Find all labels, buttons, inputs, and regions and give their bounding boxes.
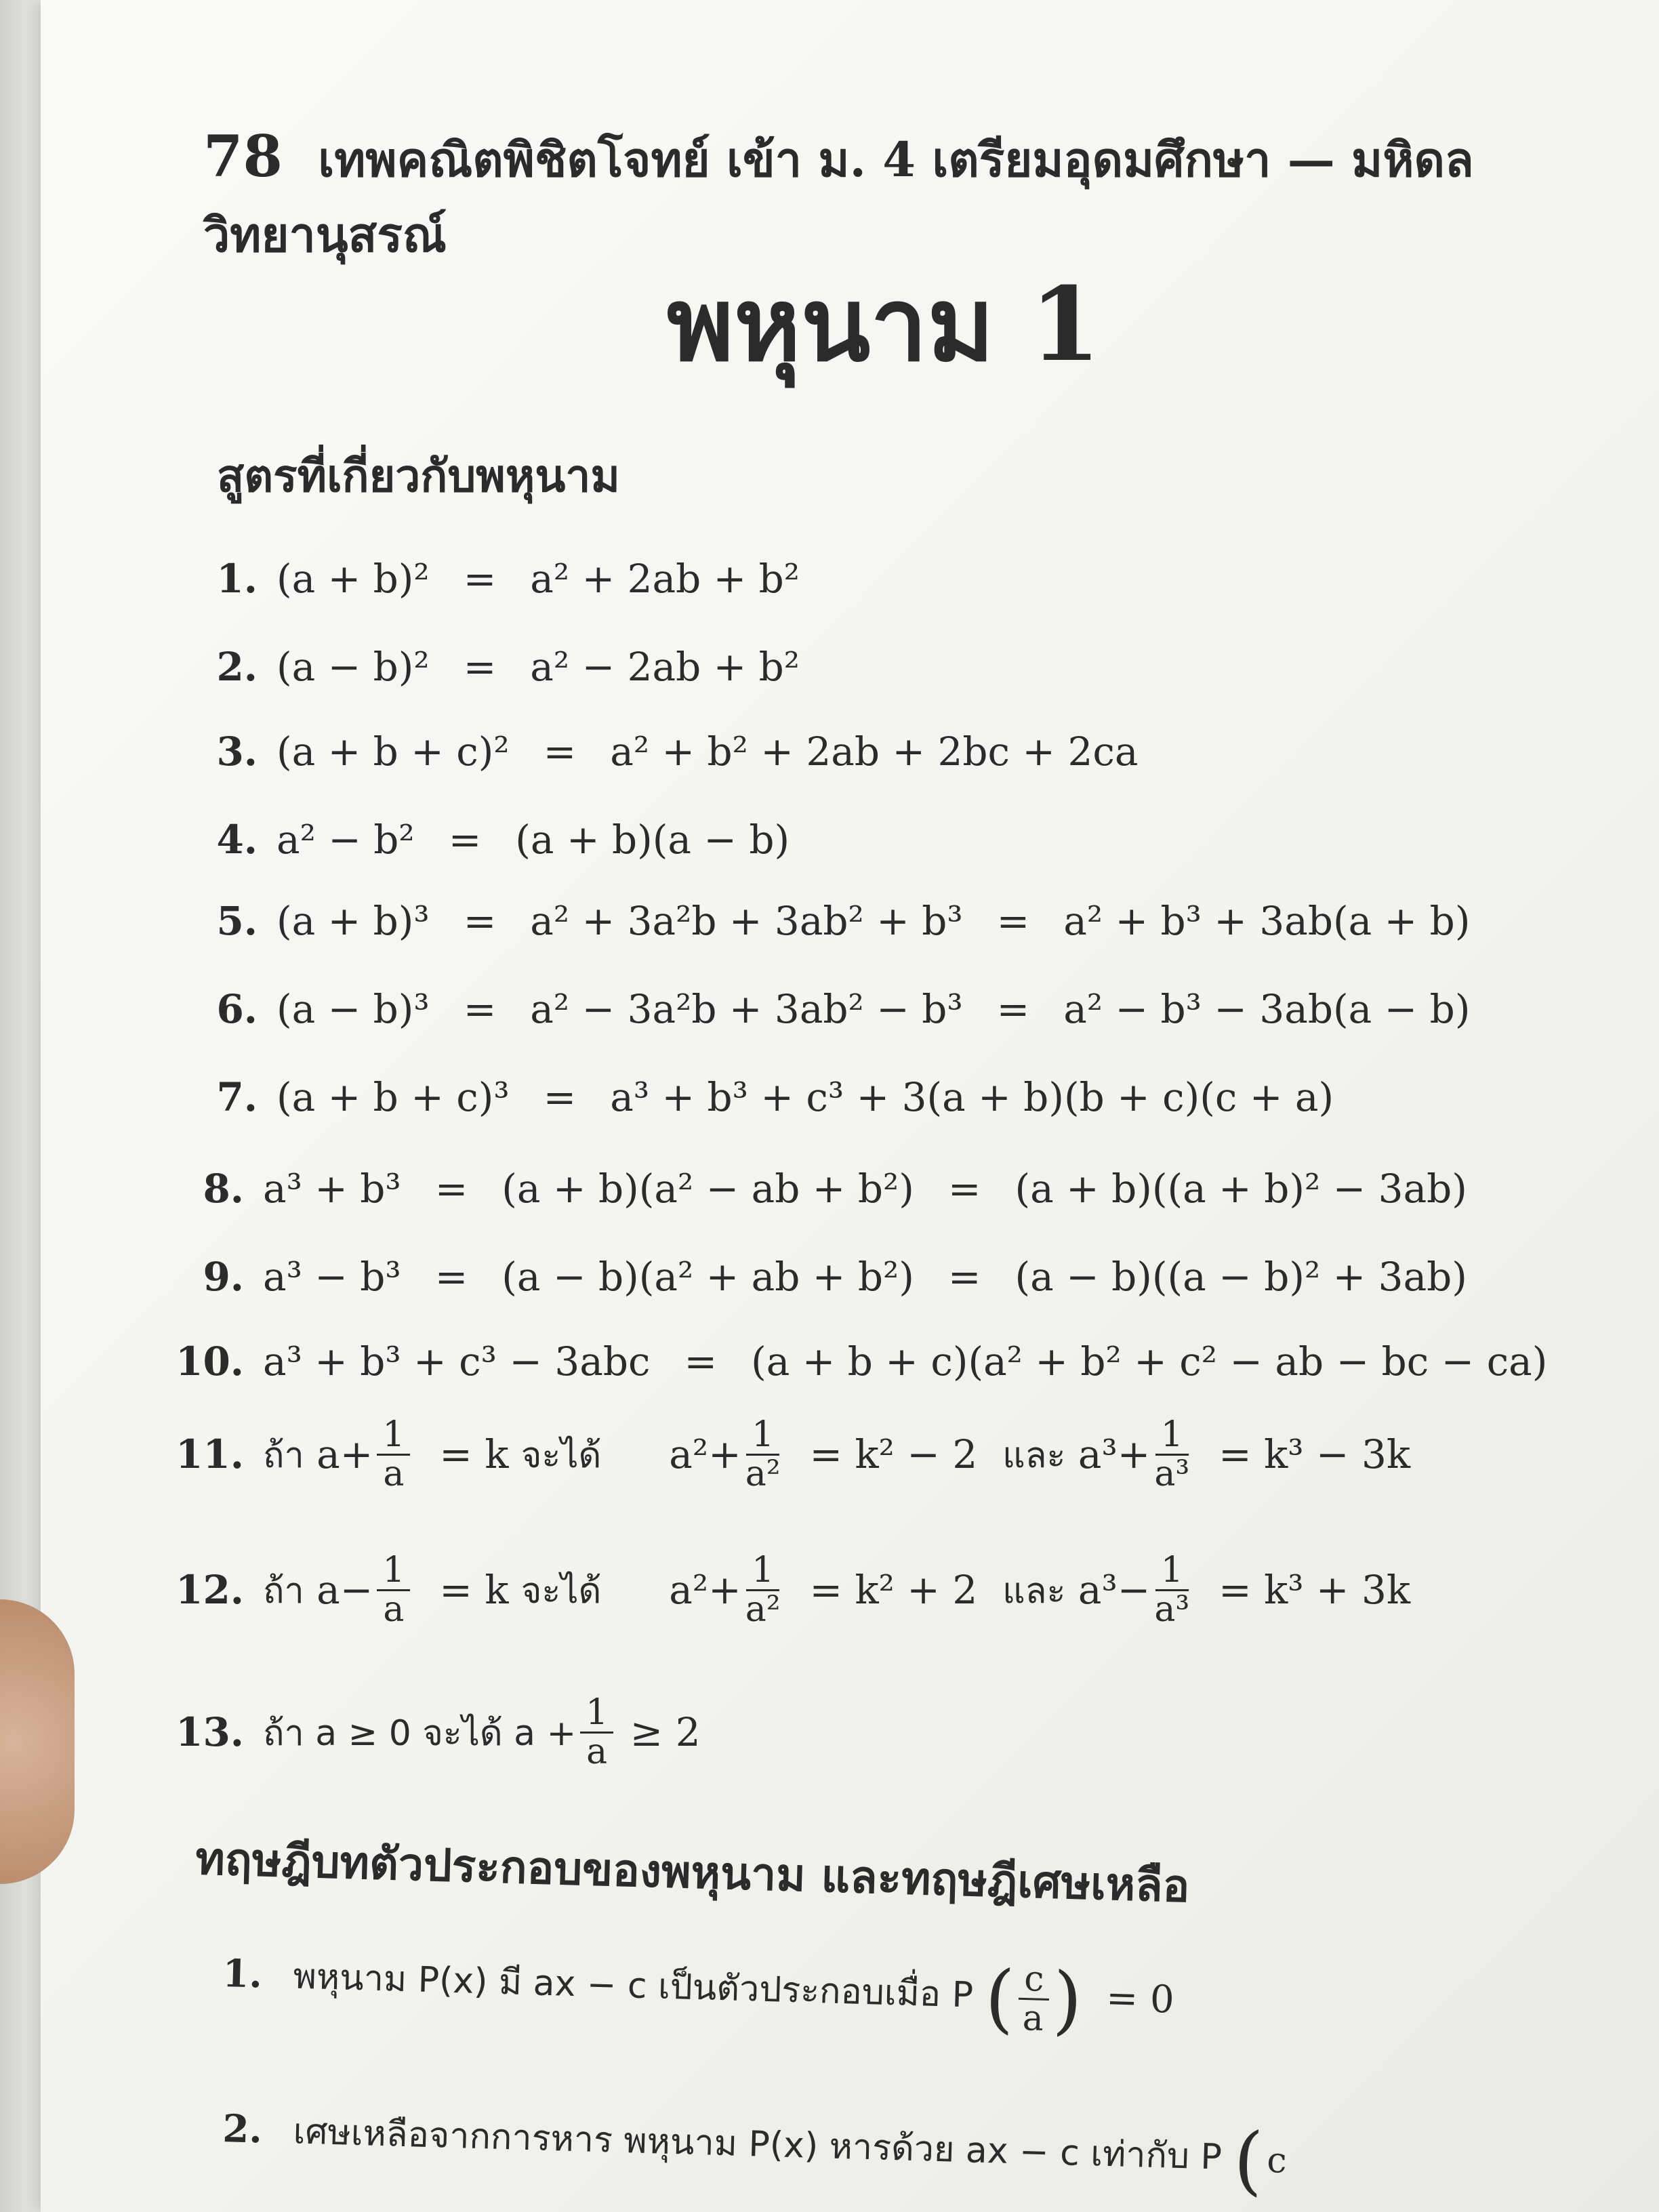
- result: = k² + 2: [809, 1567, 978, 1614]
- formula-number: 8.: [203, 1166, 244, 1212]
- formula-number: 5.: [216, 898, 258, 944]
- denominator: a: [586, 1731, 608, 1772]
- formula-rhs: a² − 2ab + b²: [530, 644, 800, 690]
- theorem-text: เศษเหลือจากการหาร พหุนาม P(x) หารด้วย ax − c เท่ากับ P: [292, 2111, 1223, 2178]
- denominator: a: [383, 1453, 405, 1494]
- numerator: 1: [746, 1552, 779, 1591]
- equals-zero: = 0: [1105, 1976, 1175, 2022]
- a-cubed: a³: [1078, 1431, 1118, 1478]
- left-paren: (: [983, 1954, 1016, 2042]
- then-word: จะได้: [520, 1435, 602, 1476]
- formula-number: 6.: [216, 986, 258, 1032]
- formula-lhs: a³ − b³: [263, 1254, 401, 1300]
- equals-sign: =: [463, 556, 497, 602]
- equals-sign: =: [463, 644, 497, 690]
- equals-sign: =: [996, 898, 1030, 944]
- theorem-number: 2.: [222, 2106, 263, 2152]
- denominator: a: [1021, 1997, 1044, 2039]
- equals-sign: =: [684, 1338, 718, 1385]
- formula-lhs: a³ + b³ + c³ − 3abc: [263, 1338, 651, 1385]
- numerator: 1: [377, 1552, 410, 1591]
- formula-rhs: a² + 2ab + b²: [530, 556, 800, 602]
- formula-13: [169, 1694, 701, 1770]
- formula-10: [169, 1338, 1547, 1385]
- and-word: และ: [1002, 1570, 1066, 1612]
- fraction: [580, 1694, 613, 1770]
- chapter-title: พหุนาม 1: [667, 265, 1101, 384]
- formula-number: 7.: [216, 1074, 258, 1120]
- formula-6: [183, 986, 1470, 1032]
- var-a: a: [316, 1567, 340, 1614]
- numerator: 1: [580, 1694, 613, 1734]
- equals-sign: =: [448, 817, 482, 863]
- inequality: ≥ 2: [630, 1709, 701, 1756]
- formula-rhs: (a + b)(a² − ab + b²): [501, 1166, 914, 1212]
- formula-12: [169, 1552, 1410, 1628]
- result: = k² − 2: [809, 1431, 978, 1478]
- denominator: a: [383, 1589, 405, 1630]
- equals-k: = k: [439, 1431, 509, 1478]
- result: = k³ + 3k: [1218, 1567, 1411, 1614]
- theorem-text: พหุนาม P(x) มี ax − c เป็นตัวประกอบเมื่อ P: [292, 1956, 974, 2016]
- holding-thumb: [0, 1599, 75, 1884]
- book-title: เทพคณิตพิชิตโจทย์ เข้า ม. 4 เตรียมอุดมศึกษา — มหิดลวิทยานุสรณ์: [203, 131, 1474, 263]
- formula-number: 1.: [216, 556, 258, 602]
- numerator: c: [1266, 2139, 1288, 2182]
- left-paren: (: [1232, 2116, 1265, 2204]
- numerator: 1: [377, 1416, 410, 1456]
- formula-lhs: (a + b + c)²: [276, 729, 510, 775]
- equals-sign: =: [463, 898, 497, 944]
- formula-lhs: (a − b)²: [276, 644, 430, 690]
- formula-number: 13.: [176, 1709, 244, 1756]
- formula-number: 10.: [176, 1338, 244, 1385]
- formula-lhs: (a + b + c)³: [276, 1074, 510, 1120]
- operator: +: [708, 1431, 741, 1478]
- formula-lhs: (a + b)²: [276, 556, 430, 602]
- denominator: a²: [745, 1589, 781, 1630]
- equals-sign: =: [996, 986, 1030, 1032]
- operator: +: [708, 1567, 741, 1614]
- formula-lhs: a³ + b³: [263, 1166, 401, 1212]
- fraction: [377, 1552, 410, 1628]
- formula-rhs: (a + b)(a − b): [515, 817, 790, 863]
- fraction: [1154, 1552, 1189, 1628]
- formula-9: [169, 1254, 1467, 1300]
- formula-number: 2.: [216, 644, 258, 690]
- formula-rhs: a³ + b³ + c³ + 3(a + b)(b + c)(c + a): [610, 1074, 1334, 1120]
- section-title-formulas: สูตรที่เกี่ยวกับพหุนาม: [217, 449, 620, 502]
- formula-lhs: (a − b)³: [276, 986, 430, 1032]
- equals-sign: =: [947, 1166, 981, 1212]
- formula-number: 3.: [216, 729, 258, 775]
- numerator: 1: [1155, 1416, 1189, 1456]
- if-word: ถ้า: [263, 1435, 304, 1476]
- formula-rhs: (a − b)(a² + ab + b²): [501, 1254, 914, 1300]
- equals-sign: =: [463, 986, 497, 1032]
- equals-sign: =: [434, 1254, 468, 1300]
- denominator: a³: [1154, 1589, 1190, 1630]
- numerator: c: [1019, 1961, 1050, 2001]
- and-word: และ: [1002, 1435, 1066, 1476]
- operator: +: [340, 1431, 373, 1478]
- result: = k³ − 3k: [1218, 1431, 1411, 1478]
- formula-number: 9.: [203, 1254, 244, 1300]
- formula-4: [183, 817, 790, 863]
- formula-rhs: (a + b)((a + b)² − 3ab): [1015, 1166, 1467, 1212]
- then-word: จะได้: [520, 1570, 602, 1612]
- equals-k: = k: [439, 1567, 509, 1614]
- a-squared: a²: [669, 1567, 709, 1614]
- formula-rhs: a² + 3a²b + 3ab² + b³: [530, 898, 963, 944]
- equals-sign: =: [434, 1166, 468, 1212]
- section-title-theorems: ทฤษฎีบทตัวประกอบของพหุนาม และทฤษฎีเศษเหลือ: [194, 1831, 1191, 1912]
- formula-1: [183, 556, 800, 602]
- formula-2: [183, 644, 800, 690]
- formula-text: ถ้า a ≥ 0 จะได้ a +: [263, 1713, 577, 1754]
- numerator: 1: [746, 1416, 779, 1456]
- formula-rhs: (a − b)((a − b)² + 3ab): [1015, 1254, 1467, 1300]
- formula-rhs: a² + b³ + 3ab(a + b): [1063, 898, 1471, 944]
- formula-number: 12.: [176, 1567, 244, 1614]
- page-number: 78: [203, 123, 283, 190]
- formula-8: [169, 1166, 1467, 1212]
- right-paren: ): [1051, 1956, 1084, 2044]
- theorem-number: 1.: [222, 1950, 263, 1997]
- fraction: [1266, 2139, 1288, 2182]
- equals-sign: =: [947, 1254, 981, 1300]
- formula-11: [169, 1416, 1410, 1492]
- a-cubed: a³: [1078, 1567, 1118, 1614]
- operator: −: [1117, 1567, 1151, 1614]
- fraction: [745, 1416, 781, 1492]
- operator: +: [1117, 1431, 1151, 1478]
- formula-number: 11.: [176, 1431, 244, 1478]
- formula-number: 4.: [216, 817, 258, 863]
- fraction: [1154, 1416, 1189, 1492]
- var-a: a: [316, 1431, 340, 1478]
- fraction: [745, 1552, 781, 1628]
- operator: −: [340, 1567, 373, 1614]
- formula-rhs: (a + b + c)(a² + b² + c² − ab − bc − ca): [751, 1338, 1548, 1385]
- numerator: 1: [1155, 1552, 1189, 1591]
- formula-rhs: a² − b³ − 3ab(a − b): [1063, 986, 1471, 1032]
- equals-sign: =: [543, 729, 577, 775]
- formula-lhs: a² − b²: [276, 817, 415, 863]
- formula-5: [183, 898, 1470, 944]
- a-squared: a²: [669, 1431, 709, 1478]
- equals-sign: =: [543, 1074, 577, 1120]
- formula-lhs: (a + b)³: [276, 898, 430, 944]
- formula-rhs: a² − 3a²b + 3ab² − b³: [530, 986, 963, 1032]
- if-word: ถ้า: [263, 1570, 304, 1612]
- formula-3: [183, 729, 1138, 775]
- denominator: a²: [745, 1453, 781, 1494]
- formula-rhs: a² + b² + 2ab + 2bc + 2ca: [610, 729, 1139, 775]
- denominator: a³: [1154, 1453, 1190, 1494]
- formula-7: [183, 1074, 1334, 1120]
- fraction: [1017, 1961, 1050, 2037]
- fraction: [377, 1416, 410, 1492]
